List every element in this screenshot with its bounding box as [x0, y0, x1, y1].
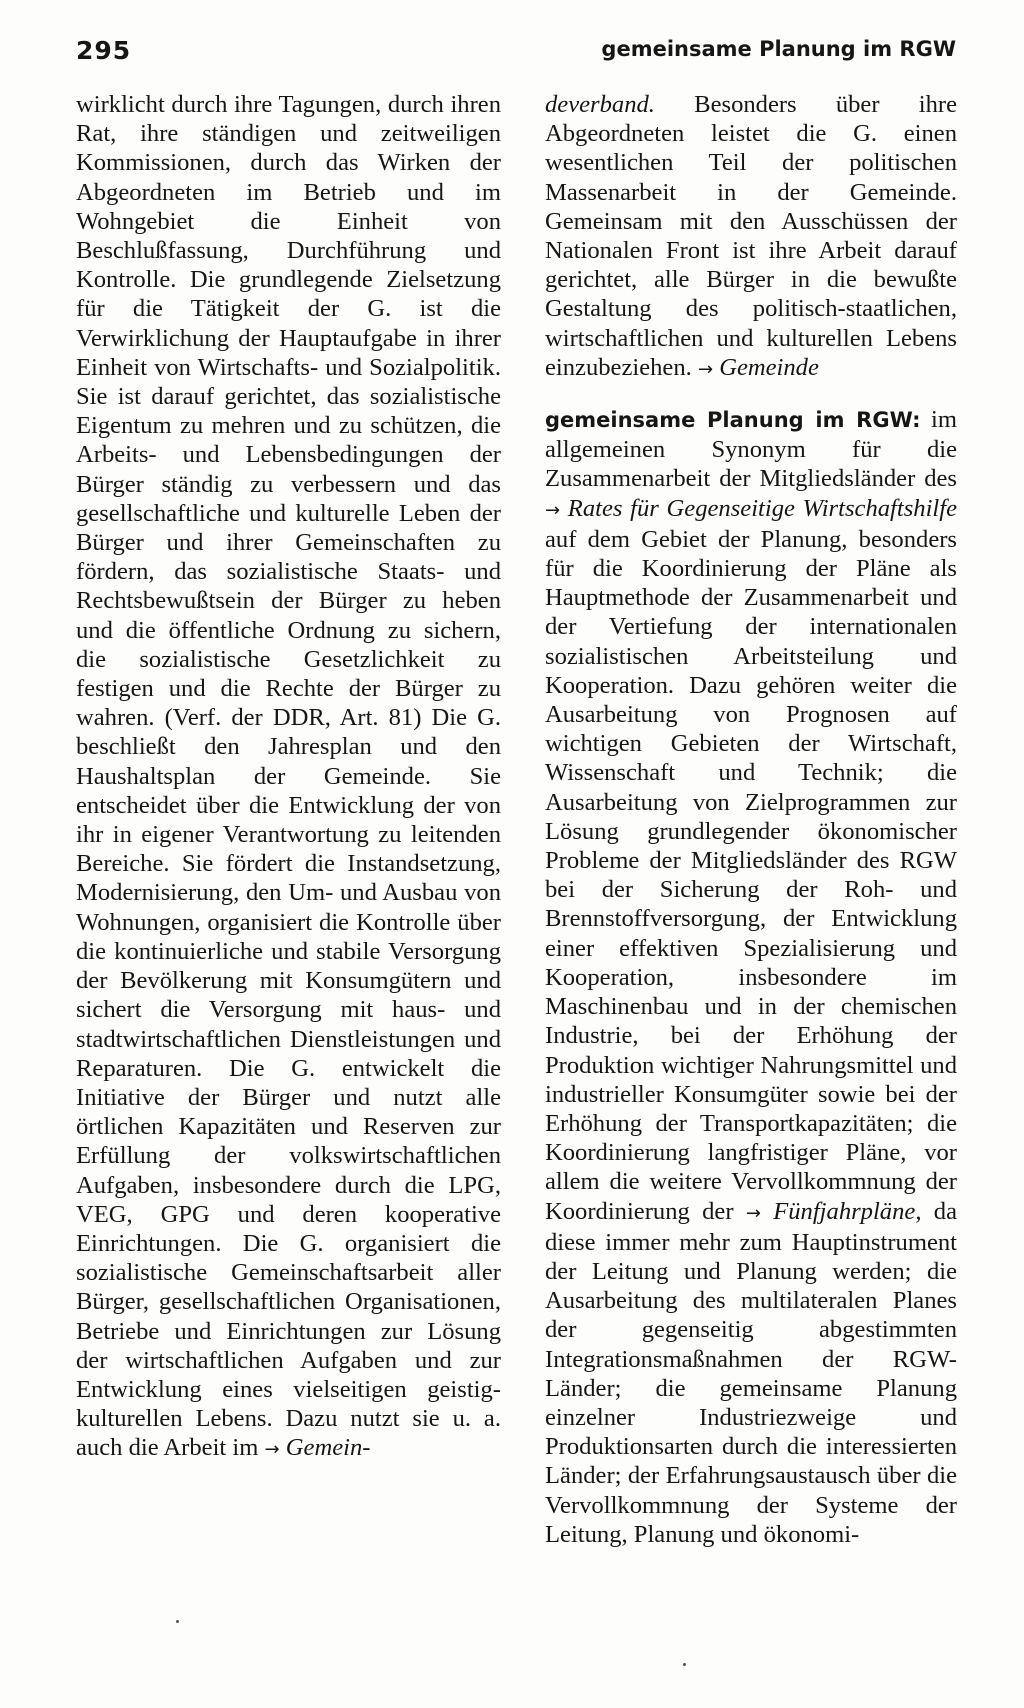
- entry-text: da diese immer mehr zum Hauptinstrument der Leitung und Planung werden; die Ausarbeitung des multilateralen Planes der gegenseitig abgestimmten Integrationsmaßnahmen der RGW-Länder; die gemeinsame Planung einzelner Industriezweige und Produktionsarten durch die interessierten Länder; der Erfahrungsaustausch über die Vervollkommnung der Systeme der Leitung, Planung und ökonomi-: [545, 1197, 958, 1548]
- continued-text: Besonders über ihre Abgeordneten leistet die G. einen wesentlichen Teil der politischen Massenarbeit in der Gemeinde. Gemeinsam mit den Ausschüssen der Nationalen Front ist ihre Arbeit darauf gerichtet, alle Bürger in die bewußte Gestaltung des politisch-staatlichen, wirtschaftlichen und kulturellen Lebens einzubeziehen.: [545, 91, 957, 381]
- entry-text: im allgemeinen Synonym für die Zusammenarbeit der Mitgliedsländer des: [545, 406, 957, 493]
- scan-speck: [176, 1620, 179, 1623]
- cross-reference-arrow: →: [545, 499, 561, 521]
- right-column: [545, 90, 957, 1549]
- dictionary-entry: [545, 405, 957, 1549]
- cross-reference: deverband.: [545, 91, 655, 118]
- entry-text: auf dem Gebiet der Planung, besonders für die Koordinierung der Pläne als Hauptmethode der Zusammenarbeit und der Vertiefung der internationalen sozialistischen Arbeitsteilung und Kooperation. Dazu gehören weiter die Ausarbeitung von Prognosen auf wichtigen Gebieten der Wirtschaft, Wissenschaft und Technik; die Ausarbeitung von Zielprogrammen zur Lösung grundlegender ökonomischer Probleme der Mitgliedsländer des RGW bei der Sicherung der Roh- und Brennstoffversorgung, der Entwicklung einer effektiven Spezialisierung und Kooperation, insbesondere im Maschinenbau und in der chemischen Industrie, bei der Erhöhung der Produktion wichtiger Nahrungsmittel und industrieller Konsumgüter sowie bei der Erhöhung der Transportkapazitäten; die Koordinierung langfristiger Pläne, vor allem die weitere Vervollkommnung der Koordinierung der: [545, 525, 957, 1225]
- page-number: 295: [76, 36, 132, 65]
- left-column-paragraph: [76, 90, 501, 1465]
- left-column: [76, 90, 501, 1465]
- entry-headword: gemeinsame Planung im RGW:: [545, 408, 921, 433]
- running-head: gemeinsame Planung im RGW: [601, 37, 956, 61]
- cross-reference-arrow: →: [264, 1439, 280, 1461]
- scan-speck: [683, 1663, 686, 1666]
- cross-reference: Gemein-: [285, 1434, 371, 1462]
- cross-reference: Fünfjahrpläne,: [773, 1197, 922, 1225]
- continued-paragraph: [545, 90, 957, 384]
- left-text: wirklicht durch ihre Tagungen, durch ihren Rat, ihre ständigen und zeitweiligen Kommissionen, durch das Wirken der Abgeordneten im Betrieb und im Wohngebiet die Einheit von Beschlußfassung, Durchführung und Kontrolle. Die grundlegende Zielsetzung für die Tätigkeit der G. ist die Verwirklichung der Hauptaufgabe in ihrer Einheit von Wirtschafts- und Sozialpolitik. Sie ist darauf gerichtet, das sozialistische Eigentum zu mehren und zu schützen, die Arbeits- und Lebensbedingungen der Bürger ständig zu verbessern und das gesellschaftliche und kulturelle Leben der Bürger und ihrer Gemeinschaften zu fördern, das sozialistische Staats- und Rechtsbewußtsein der Bürger zu heben und die öffentliche Ordnung zu sichern, die sozialistische Gesetzlichkeit zu festigen und die Rechte der Bürger zu wahren. (Verf. der DDR, Art. 81) Die G. beschließt den Jahresplan und den Haushaltsplan der Gemeinde. Sie entscheidet über die Entwicklung der von ihr in eigener Verantwortung zu leitenden Bereiche. Sie fördert die Instandsetzung, Modernisierung, den Um- und Ausbau von Wohnungen, organisiert die Kontrolle über die kontinuierliche und stabile Versorgung der Bevölkerung mit Konsumgütern und sichert die Versorgung mit haus- und stadtwirtschaftlichen Dienstleistungen und Reparaturen. Die G. entwickelt die Initiative der Bürger und nutzt alle örtlichen Kapazitäten und Reserven zur Erfüllung der volkswirtschaftlichen Aufgaben, insbesondere durch die LPG, VEG, GPG und deren kooperative Einrichtungen. Die G. organisiert die sozialistische Gemeinschaftsarbeit aller Bürger, gesellschaftlichen Organisationen, Betriebe und Einrichtungen zur Lösung der wirtschaftlichen Aufgaben und zur Entwicklung eines vielseitigen geistig-kulturellen Lebens. Dazu nutzt sie u. a. auch die Arbeit im: [76, 91, 501, 1462]
- cross-reference: Rates für Gegenseitige Wirtschaftshilfe: [567, 494, 957, 522]
- cross-reference-arrow: →: [697, 358, 714, 380]
- cross-reference: Gemeinde: [719, 353, 819, 381]
- cross-reference-arrow: →: [745, 1202, 761, 1224]
